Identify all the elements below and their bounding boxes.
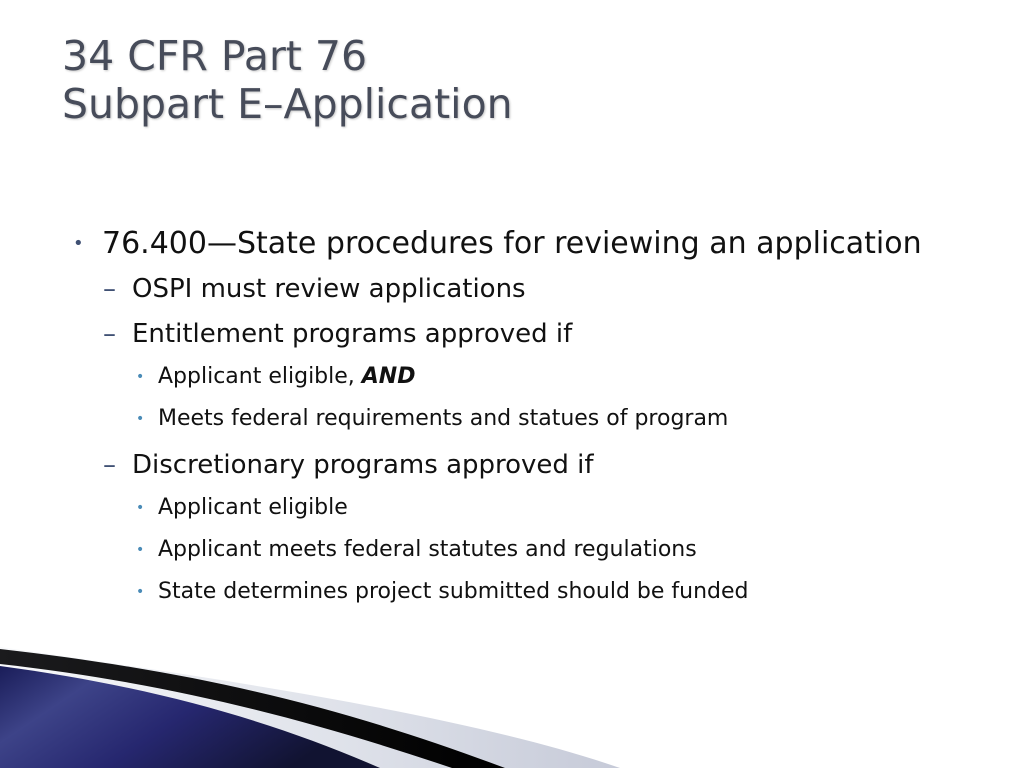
sub-bullet-text: Entitlement programs approved if (132, 319, 573, 349)
sub-bullet-text: OSPI must review applications (132, 274, 526, 304)
main-bullet (70, 222, 932, 266)
nested-bullet-applicant-eligible (70, 487, 970, 529)
bullet-icon: • (73, 233, 84, 254)
black-stripe-shape (0, 649, 505, 768)
bullet-icon: • (136, 369, 145, 385)
nested-bullet-statutes (70, 529, 970, 571)
nested-bullet-funding (70, 571, 970, 613)
nested-bullet-text: Meets federal requirements and statues of program (158, 406, 729, 431)
pale-wave-shape (0, 647, 620, 768)
sub-bullet-text: Discretionary programs approved if (132, 450, 594, 480)
nested-bullet-text (158, 364, 415, 389)
main-bullet-text: 76.400—State procedures for reviewing an application (102, 226, 922, 261)
sub-bullet-entitlement (70, 312, 970, 356)
slide-title-line-1: 34 CFR Part 76 (62, 32, 368, 80)
nested-bullet-text: Applicant eligible (158, 495, 348, 520)
dash-icon: – (103, 450, 116, 480)
sub-bullet-discretionary (70, 443, 970, 487)
nested-bullet-text: State determines project submitted should be funded (158, 579, 749, 604)
dash-icon: – (103, 319, 116, 349)
navy-wave-shape (0, 666, 380, 768)
bullet-icon: • (136, 500, 145, 516)
nested-bullet-text: Applicant meets federal statutes and regulations (158, 537, 697, 562)
slide-title (62, 32, 513, 128)
bullet-icon: • (136, 542, 145, 558)
nested-bullet-text-part: Applicant eligible, (158, 364, 362, 389)
bullet-icon: • (136, 584, 145, 600)
nested-bullet-eligible-and (70, 356, 970, 398)
sub-bullet-review (70, 267, 970, 311)
slide-content (70, 222, 970, 613)
slide-title-line-2: Subpart E–Application (62, 80, 513, 128)
nested-bullet-federal-requirements (70, 398, 970, 440)
dash-icon: – (103, 274, 116, 304)
emphasis-text: AND (361, 364, 416, 389)
bullet-icon: • (136, 411, 145, 427)
